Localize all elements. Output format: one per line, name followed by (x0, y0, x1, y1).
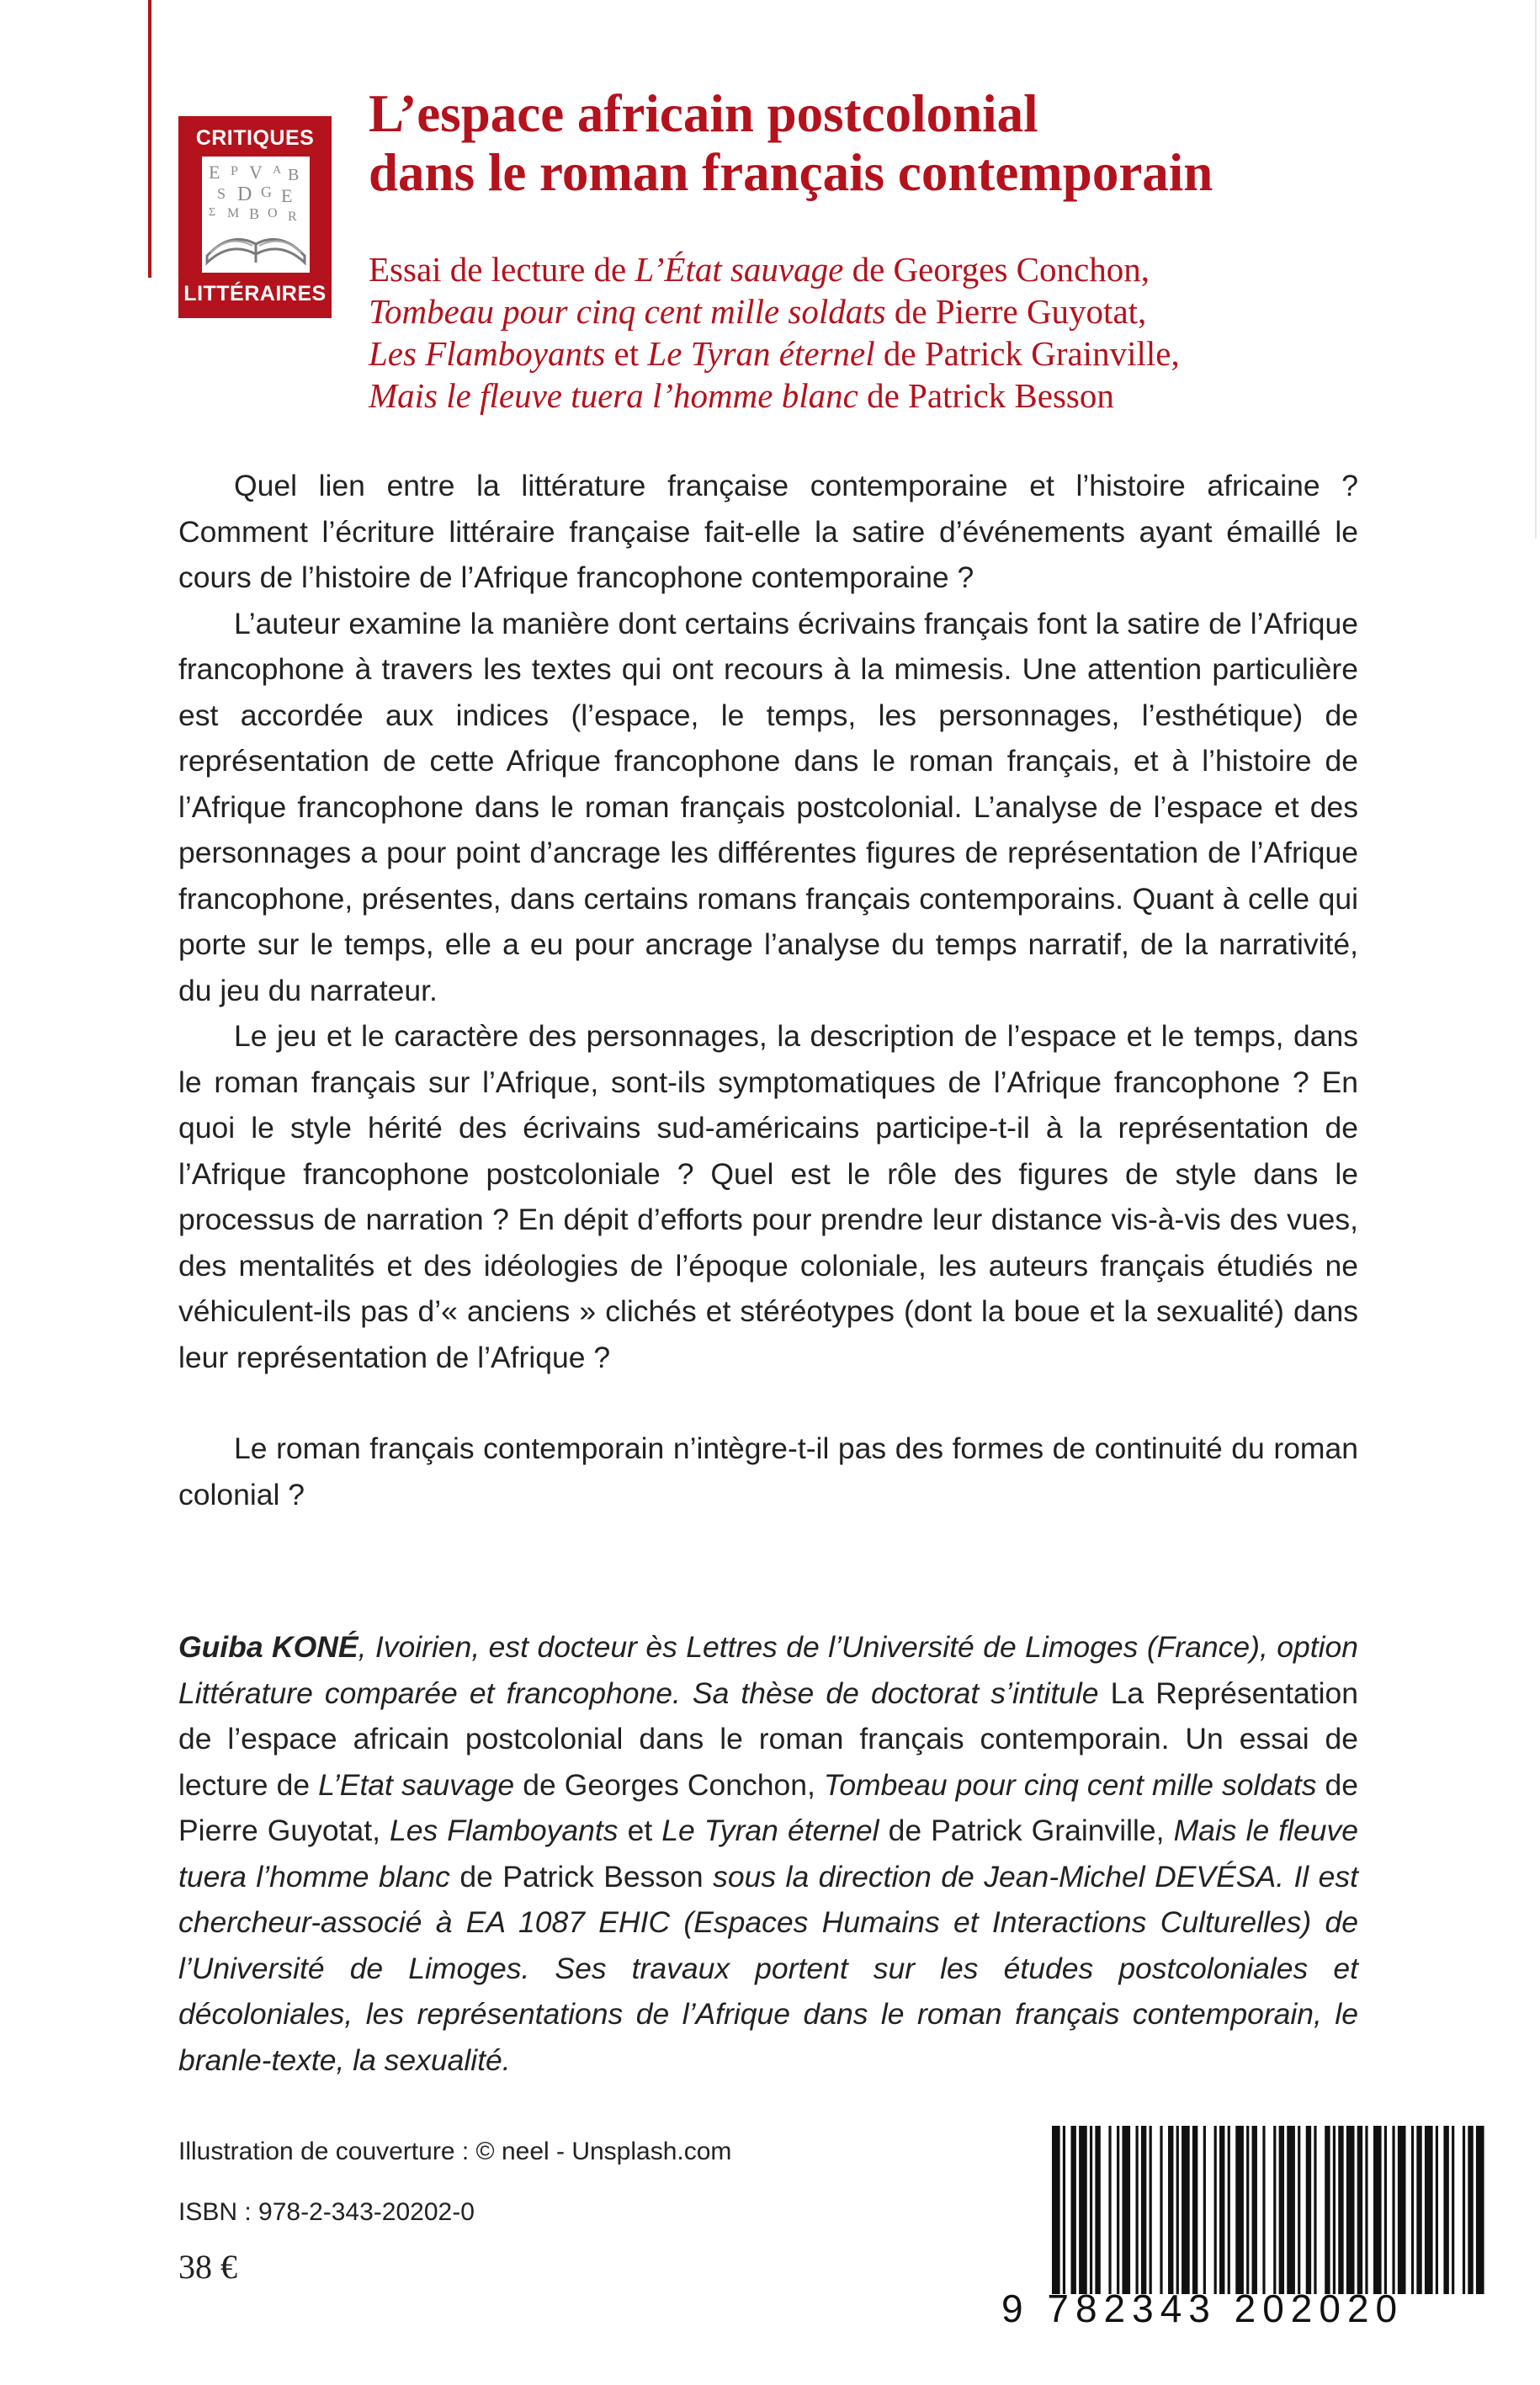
subtitle-line-3 (369, 332, 1513, 374)
barcode-bar (1392, 2126, 1394, 2294)
barcode-bar (1136, 2126, 1139, 2294)
barcode-icon (1052, 2126, 1490, 2294)
barcode-bar (1436, 2126, 1438, 2294)
barcode-bar (1273, 2126, 1276, 2294)
svg-text:Σ: Σ (209, 206, 216, 219)
author-bio (178, 1624, 1358, 2083)
work-title: Tombeau pour cinq cent mille soldats (369, 292, 886, 331)
barcode-bar (1325, 2126, 1330, 2294)
svg-text:D: D (237, 183, 252, 205)
barcode-bar (1279, 2126, 1284, 2294)
barcode-bar (1176, 2126, 1179, 2294)
barcode-bar (1095, 2126, 1100, 2294)
subtitle-text: et (605, 334, 648, 373)
barcode-digits: 9 782343 202020 (1001, 2287, 1405, 2330)
barcode-bar (1160, 2126, 1162, 2294)
bio-text: de Georges Conchon, (514, 1767, 824, 1802)
title-line-1: L’espace africain postcolonial (369, 84, 1038, 143)
svg-text:B: B (288, 166, 300, 184)
blurb-paragraph-1: Quel lien entre la littérature française contemporaine et l’histoire africaine ? Comment l’écriture littéraire française fait-elle la satire d’événements ayant émaillé le cours de l’histoire de l’Afrique francophone contemporaine ? (178, 469, 1358, 594)
barcode-bar (1384, 2126, 1387, 2294)
subtitle-text: de Patrick Besson (858, 376, 1114, 415)
barcode-bar (1262, 2126, 1265, 2294)
barcode-bar (1246, 2126, 1249, 2294)
subtitle-line-1 (369, 248, 1513, 290)
title-line-2: dans le roman français contemporain (369, 143, 1213, 202)
barcode-bar (1117, 2126, 1119, 2294)
back-cover-blurb (178, 463, 1358, 1517)
thesis-title: La Représentation de l’espace africain postcolonial dans le roman français contemporain. Un essai de lecture de (178, 1676, 1359, 1802)
bio-text: de Pierre Guyotat, (178, 1767, 1358, 1847)
barcode-bar (1063, 2126, 1065, 2294)
svg-text:M: M (227, 206, 240, 220)
price: 38 € (178, 2248, 237, 2286)
barcode-bar (1314, 2126, 1316, 2294)
barcode-bar (1463, 2126, 1465, 2294)
barcode-bar (1228, 2126, 1230, 2294)
barcode-bar (1411, 2126, 1414, 2294)
bio-text: et (618, 1814, 662, 1847)
svg-text:E: E (209, 162, 220, 183)
svg-text:B: B (249, 205, 260, 222)
work-title: Mais le fleuve tuera l’homme blanc (369, 376, 858, 415)
work-title: Les Flamboyants (369, 334, 606, 373)
blurb-paragraph-4: Le roman français contemporain n’intègre-t-il pas des formes de continuité du roman colonial ? (178, 1432, 1358, 1511)
blurb-paragraph-3: Le jeu et le caractère des personnages, la description de l’espace et le temps, dans le roman français sur l’Afrique, sont-ils symptomatiques de l’Afrique francophone ? En quoi le style hérité des écrivains sud-américains participe-t-il à la représentation de l’Afrique francophone postcoloniale ? Quel est le rôle des figures de style dans le processus de narration ? En dépit d’efforts pour prendre leur distance vis-à-vis des vues, des mentalités et des idéologies de l’époque coloniale, les auteurs français étudiés ne véhiculent-ils pas d’« anciens » clichés et stéréotypes (dont la boue et la sexualité) dans leur représentation de l’Afrique ? (178, 1019, 1358, 1374)
barcode-bar (1235, 2126, 1244, 2294)
barcode-bar (1070, 2126, 1075, 2294)
barcode-bar (1287, 2126, 1295, 2294)
work-title: Tombeau pour cinq cent mille soldats (823, 1767, 1317, 1802)
svg-text:E: E (281, 185, 293, 206)
series-logo (178, 116, 332, 318)
page-edge-line (1535, 0, 1537, 539)
work-title: Le Tyran éternel (661, 1814, 879, 1847)
author-name: Guiba KONÉ (178, 1630, 358, 1664)
barcode-bar (1090, 2126, 1092, 2294)
barcode-bar (1468, 2126, 1473, 2294)
barcode (1001, 2126, 1506, 2328)
book-title (369, 84, 1513, 202)
work-title: L’Etat sauvage (318, 1767, 515, 1802)
barcode-bar (1052, 2126, 1060, 2294)
barcode-bar (1168, 2126, 1173, 2294)
bio-text: , Ivoirien, est docteur ès Lettres de l’Université de Limoges (France), option Littérature comparée et francophone. Sa thèse de doctorat s’intitule (178, 1630, 1358, 1710)
barcode-bar (1122, 2126, 1130, 2294)
svg-text:A: A (273, 164, 282, 177)
barcode-bar (1079, 2126, 1087, 2294)
barcode-bar (1298, 2126, 1300, 2294)
barcode-bar (1108, 2126, 1111, 2294)
barcode-bar (1306, 2126, 1311, 2294)
subtitle-text: de Patrick Grainville, (874, 334, 1180, 373)
work-title: Mais le fleuve tuera l’homme blanc (178, 1814, 1359, 1894)
barcode-bar (1141, 2126, 1146, 2294)
work-title: Les Flamboyants (390, 1814, 619, 1847)
barcode-bar (1357, 2126, 1362, 2294)
barcode-bar (1150, 2126, 1152, 2294)
barcode-bar (1398, 2126, 1406, 2294)
series-logo-top-label: CRITIQUES (195, 126, 315, 150)
subtitle-text: Essai de lecture de (369, 250, 635, 289)
barcode-bar (1192, 2126, 1197, 2294)
barcode-bar (1219, 2126, 1224, 2294)
subtitle-text: de Pierre Guyotat, (885, 292, 1147, 331)
work-title: Le Tyran éternel (647, 334, 875, 373)
work-title: L’État sauvage (635, 250, 844, 289)
svg-text:V: V (249, 162, 263, 183)
subtitle-text: de Georges Conchon, (843, 250, 1150, 289)
svg-text:P: P (231, 164, 238, 178)
barcode-bar (1214, 2126, 1217, 2294)
subtitle-line-2 (369, 290, 1513, 332)
book-subtitle (369, 248, 1513, 417)
bio-text: de Patrick Grainville, (879, 1814, 1174, 1847)
svg-text:S: S (217, 185, 226, 202)
barcode-bar (1333, 2126, 1336, 2294)
svg-text:G: G (261, 183, 272, 200)
bio-text: sous la direction de Jean-Michel DEVÉSA. Il est chercheur-associé à EA 1087 EHIC (Espaces Humains et Interactions Culturelles) de l’Université de Limoges. Ses travaux portent sur les études postcoloniales et décoloniales, les représentations de l’Afrique dans le roman français contemporain, le branle-texte, la sexualité. (178, 1859, 1359, 2077)
isbn: ISBN : 978-2-343-20202-0 (178, 2198, 475, 2226)
barcode-bar (1365, 2126, 1367, 2294)
barcode-bar (1452, 2126, 1454, 2294)
barcode-bar (1443, 2126, 1448, 2294)
barcode-bar (1252, 2126, 1257, 2294)
barcode-bar (1373, 2126, 1382, 2294)
barcode-bar (1476, 2126, 1484, 2294)
barcode-bar (1203, 2126, 1206, 2294)
cover-illustration-credit: Illustration de couverture : © neel - Unsplash.com (178, 2138, 732, 2165)
open-book-with-letters-icon (197, 153, 315, 276)
barcode-bar (1416, 2126, 1421, 2294)
barcode-bar (1182, 2126, 1190, 2294)
svg-text:O: O (268, 206, 278, 220)
series-logo-bottom-label: LITTÉRAIRES (183, 282, 327, 305)
spine-divider (148, 0, 151, 278)
barcode-bar (1338, 2126, 1343, 2294)
barcode-bar (1425, 2126, 1433, 2294)
blurb-paragraph-2: L’auteur examine la manière dont certains écrivains français font la satire de l’Afrique francophone à travers les textes qui ont recours à la mimesis. Une attention particulière est accordée aux indices (l’espace, le temps, les personnages, l’esthétique) de représentation de cette Afrique francophone dans le roman français, et à l’histoire de l’Afrique francophone dans le roman français postcolonial. L’analyse de l’espace et des personnages a pour point d’ancrage les différentes figures de représentation de l’Afrique francophone, présentes, dans certains romans français contemporains. Quant à celle qui porte sur le temps, elle a eu pour ancrage l’analyse du temps narratif, de la narrativité, du jeu du narrateur. (178, 606, 1358, 1007)
svg-text:R: R (288, 210, 297, 224)
barcode-bar (1346, 2126, 1355, 2294)
bio-text: de Patrick Besson (449, 1859, 714, 1894)
subtitle-line-4 (369, 374, 1513, 417)
